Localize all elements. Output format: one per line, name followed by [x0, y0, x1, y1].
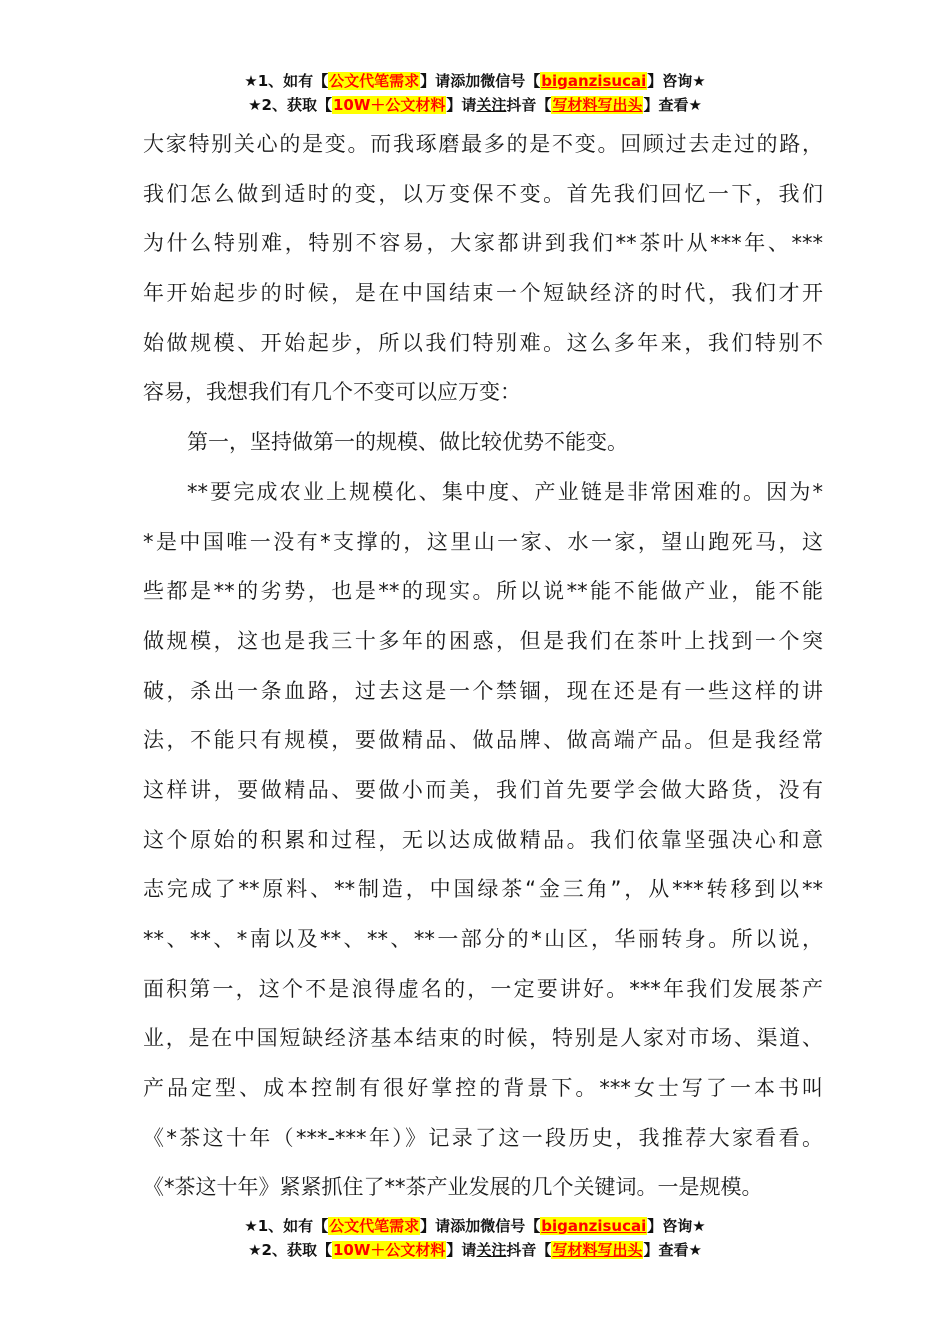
body-text-line: 破，杀出一条血路，过去这是一个禁锢，现在还是有一些这样的讲: [143, 678, 823, 703]
body-text-line: 我们怎么做到适时的变，以万变保不变。首先我们回忆一下，我们: [143, 181, 823, 206]
body-text-line: 《*茶这十年（***-***年）》记录了这一段历史，我推荐大家看看。: [143, 1125, 823, 1150]
body-text-line: 年开始起步的时候，是在中国结束一个短缺经济的时代，我们才开: [143, 281, 823, 306]
highlight-douyin-account: 写材料写出头: [552, 96, 643, 114]
banner-text: 】查看★: [643, 1241, 702, 1259]
banner-text: 微信号【: [480, 1217, 541, 1235]
banner-text: 】请: [420, 72, 451, 90]
header-banner: [0, 69, 950, 117]
body-text-line: 这个原始的积累和过程，无以达成做精品。我们依靠坚强决心和意: [143, 827, 823, 852]
banner-text: 微信号【: [480, 72, 541, 90]
body-text-line: 《*茶这十年》紧紧抓住了**茶产业发展的几个关键词。一是规模。: [143, 1175, 763, 1200]
body-text-line: **要完成农业上规模化、集中度、产业链是非常困难的。因为*: [187, 479, 823, 504]
banner-text: ★1、如有【: [244, 1217, 329, 1235]
banner-line-1: [0, 1214, 950, 1238]
highlight-wechat-id: biganzisucai: [541, 72, 647, 90]
document-body: [143, 120, 823, 1213]
body-text-line: 志完成了**原料、**制造，中国绿茶“金三角”，从***转移到以**: [143, 877, 823, 902]
body-text-line: **、**、*南以及**、**、**一部分的*山区，华丽转身。所以说，: [143, 927, 823, 951]
body-text-line: 大家特别关心的是变。而我琢磨最多的是不变。回顾过去走过的路，: [143, 132, 823, 156]
banner-text: 】请: [446, 96, 477, 114]
banner-text: ★1、如有【: [244, 72, 329, 90]
highlight-service: 公文代笔需求: [329, 72, 420, 90]
body-text-line: 些都是**的劣势，也是**的现实。所以说**能不能做产业，能不能: [143, 579, 823, 604]
body-text-line: 这样讲，要做精品、要做小而美，我们首先要学会做大路货，没有: [143, 777, 823, 802]
banner-text: ★2、获取【: [248, 1241, 332, 1259]
body-text-line: 面积第一，这个不是浪得虚名的，一定要讲好。***年我们发展茶产: [143, 976, 823, 1001]
highlight-wechat-id: biganzisucai: [541, 1217, 647, 1235]
body-text-line: 为什么特别难，特别不容易，大家都讲到我们**茶叶从***年、***: [143, 231, 823, 256]
banner-line-2: [0, 1238, 950, 1262]
body-text-line: 产品定型、成本控制有很好掌控的背景下。***女士写了一本书叫: [143, 1076, 823, 1101]
banner-text: 】请: [446, 1241, 477, 1259]
banner-line-1: [0, 69, 950, 93]
banner-text: 抖音【: [506, 96, 552, 114]
footer-banner: [0, 1214, 950, 1262]
body-text-line: *是中国唯一没有*支撑的，这里山一家、水一家，望山跑死马，这: [143, 529, 823, 554]
highlight-service: 公文代笔需求: [329, 1217, 420, 1235]
banner-text: 抖音【: [506, 1241, 552, 1259]
banner-text: 】咨询★: [647, 1217, 706, 1235]
highlight-materials: 10W＋公文材料: [332, 1241, 446, 1259]
banner-emphasis: 添加: [450, 72, 481, 90]
highlight-douyin-account: 写材料写出头: [552, 1241, 643, 1259]
body-text-line: 始做规模、开始起步，所以我们特别难。这么多年来，我们特别不: [143, 330, 823, 355]
banner-text: ★2、获取【: [248, 96, 332, 114]
banner-emphasis: 添加: [450, 1217, 481, 1235]
banner-emphasis: 关注: [476, 1241, 507, 1259]
body-text-line: 第一，坚持做第一的规模、做比较优势不能变。: [187, 430, 628, 455]
banner-text: 】请: [420, 1217, 451, 1235]
highlight-materials: 10W＋公文材料: [332, 96, 446, 114]
banner-line-2: [0, 93, 950, 117]
banner-text: 】咨询★: [647, 72, 706, 90]
body-text-line: 容易，我想我们有几个不变可以应万变：: [143, 380, 521, 405]
body-text-line: 业，是在中国短缺经济基本结束的时候，特别是人家对市场、渠道、: [143, 1026, 823, 1051]
banner-emphasis: 关注: [476, 96, 507, 114]
body-text-line: 做规模，这也是我三十多年的困惑，但是我们在茶叶上找到一个突: [143, 628, 823, 653]
banner-text: 】查看★: [643, 96, 702, 114]
body-text-line: 法，不能只有规模，要做精品、做品牌、做高端产品。但是我经常: [143, 728, 823, 753]
